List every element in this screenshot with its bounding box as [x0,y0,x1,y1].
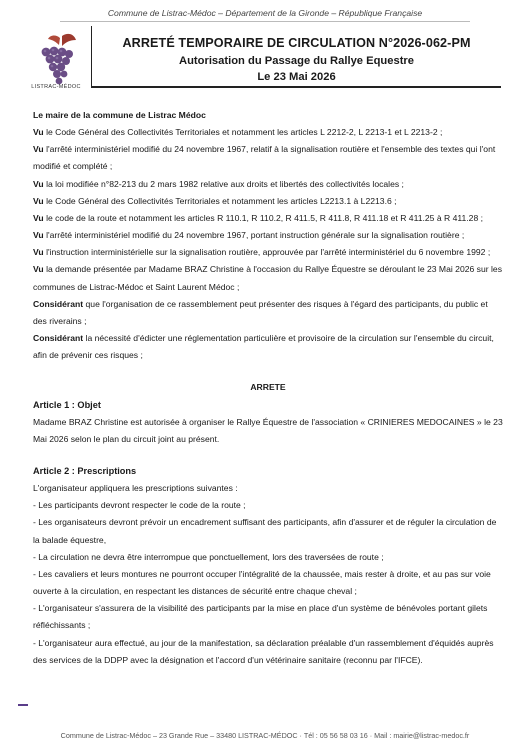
vu-paragraph [33,210,503,227]
vu-text: la demande présentée par Madame BRAZ Christine à l'occasion du Rallye Équestre se déroulant le 23 Mai 2026 sur les communes de Listrac-Médoc et Saint Laurent Médoc ; [33,264,502,292]
vu-text: l'instruction interministérielle sur la signalisation routière, approuvée par l'arrêté interministériel du 6 novembre 1992 ; [46,247,491,258]
arrete-heading: ARRETE [250,382,286,393]
document-body [33,107,503,669]
article1-text: Madame BRAZ Christine est autorisée à organiser le Rallye Équestre de l'association « CRINIERES MEDOCAINES » le 23 Mai 2026 selon le plan du circuit joint au présent. [33,416,503,444]
considerant-keyword: Considérant [33,298,84,309]
vu-text: le Code Général des Collectivités Territoriales et notamment les articles L 2212-2, L 2213-1 et L 2213-2 ; [46,127,443,138]
vu-keyword: Vu [33,212,44,223]
vu-paragraph [33,227,503,244]
vu-keyword: Vu [33,247,44,258]
vu-paragraph [33,124,503,141]
prescription-item: - La circulation ne devra être interrompue que ponctuellement, lors des traversées de route ; [33,551,384,562]
prescription-item: - Les participants devront respecter le code de la route ; [33,500,246,511]
document-date: Le 23 Mai 2026 [257,71,336,83]
prescription-item: - L'organisateur s'assurera de la visibilité des participants par la mise en place d'un système de bénévoles portant gilets réfléchissants ; [33,603,488,631]
page-margin-mark [18,704,28,706]
considerant-text: la nécessité d'édicter une réglementation particulière et provisoire de la circulation sur l'ensemble du circuit, afin de prévenir ces risques ; [33,333,494,361]
article2-intro: L'organisateur appliquera les prescriptions suivantes : [33,483,238,494]
vu-paragraph [33,244,503,261]
grape-logo-icon [32,30,80,92]
vu-paragraph [33,261,503,295]
logo-caption: LISTRAC-MÉDOC [31,84,81,90]
vu-keyword: Vu [33,178,44,189]
title-block [91,26,501,88]
considerant-paragraph [33,330,503,364]
vu-keyword: Vu [33,230,44,241]
footer-address: Commune de Listrac-Médoc – 23 Grande Rue – 33480 LISTRAC-MÉDOC · Tél : 05 56 58 03 16 · Mail : mairie@listrac-medoc.fr [60,731,470,740]
vu-keyword: Vu [33,264,44,275]
vu-paragraph [33,193,503,210]
header-topline: Commune de Listrac-Médoc – Département de la Gironde – République Française [107,8,423,18]
vu-text: le Code Général des Collectivités Territoriales et notamment les articles L2213.1 à L2213.6 ; [46,195,397,206]
vu-text: le code de la route et notamment les articles R 110.1, R 110.2, R 411.5, R 411.8, R 411.18 et R 411.25 à R 411.28 ; [46,212,484,223]
prescription-item: - Les cavaliers et leurs montures ne pourront occuper l'intégralité de la chaussée, mais rester à droite, et au pas sur voie ouverte à la circulation, en respectant les distances de sécurité entre chaque cheval ; [33,568,491,597]
prescription-item: - Les organisateurs devront prévoir un encadrement suffisant des participants, afin d'assurer et de réguler la circulation de la balade équestre, [33,517,497,545]
vu-keyword: Vu [33,144,44,155]
article2-title: Article 2 : Prescriptions [33,465,137,476]
considerant-keyword: Considérant [33,333,84,344]
article1-title: Article 1 : Objet [33,399,101,410]
vu-keyword: Vu [33,127,44,138]
considerant-paragraph [33,296,503,330]
vu-keyword: Vu [33,195,44,206]
document-subtitle: Autorisation du Passage du Rallye Equestre [179,55,414,67]
vu-paragraph [33,141,503,175]
vu-paragraph [33,176,503,193]
vu-text: la loi modifiée n°82-213 du 2 mars 1982 relative aux droits et libertés des collectivités locales ; [46,178,404,189]
topline-divider [60,21,470,22]
prescription-item: - L'organisateur aura effectué, au jour de la manifestation, sa déclaration préalable d'un rassemblement d'équidés auprès des services de la DDPP avec la désignation et l'accord d'un vétérinaire sanitaire (reconnu par l'IFCE). [33,637,494,665]
vu-text: l'arrêté interministériel modifié du 24 novembre 1967, portant instruction générale sur la signalisation routière ; [46,230,465,241]
document-title: ARRETÉ TEMPORAIRE DE CIRCULATION N°2026-062-PM [122,36,471,50]
considerant-text: que l'organisation de ce rassemblement peut présenter des risques à l'égard des participants, du public et des riverains ; [33,298,488,326]
vu-text: l'arrêté interministériel modifié du 24 novembre 1967, relatif à la signalisation routière et l'ensemble des textes qui l'ont modifié et complété ; [33,144,496,172]
mayor-line: Le maire de la commune de Listrac Médoc [33,110,206,120]
